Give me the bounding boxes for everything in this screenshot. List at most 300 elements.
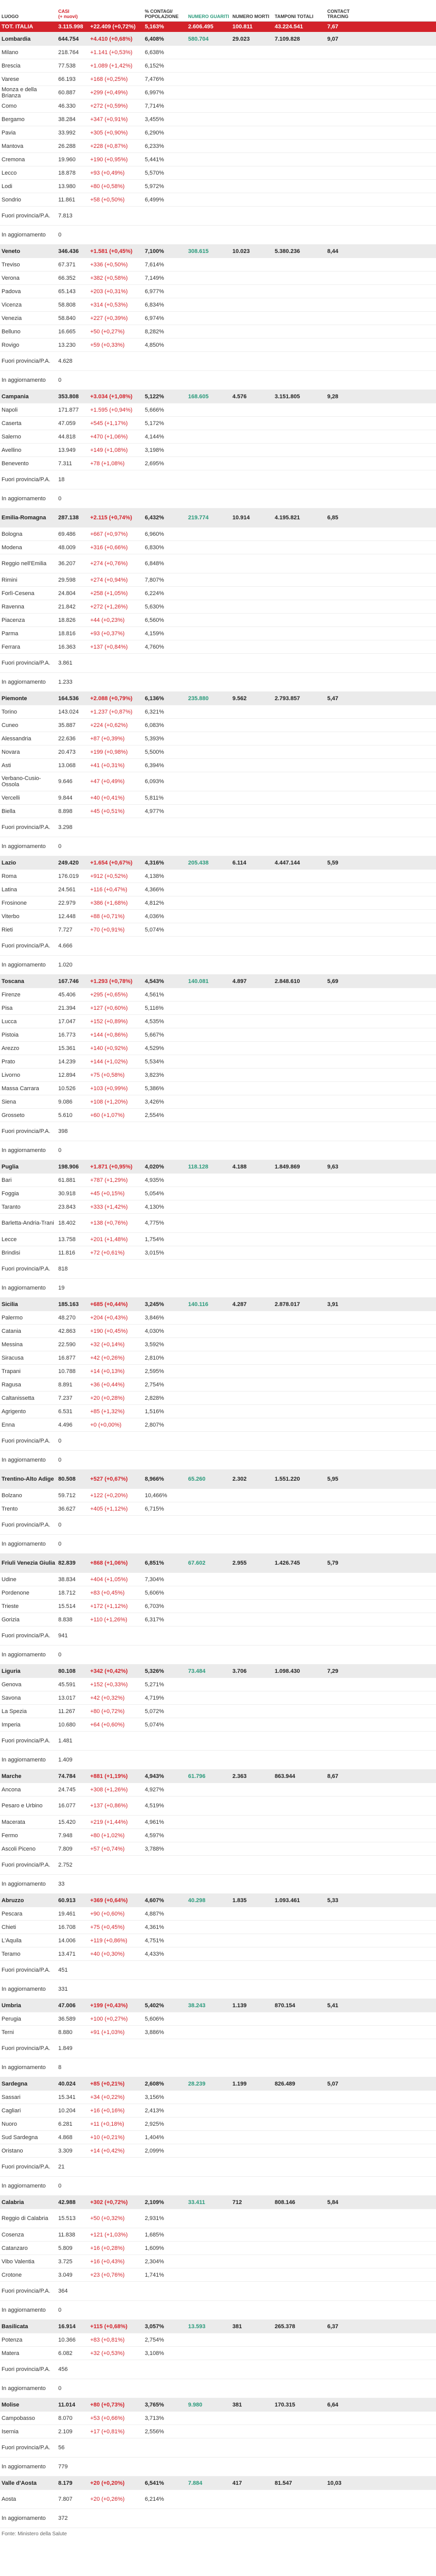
cell-deaths — [231, 352, 273, 371]
cell-deaths — [231, 759, 273, 772]
cell-spacer — [373, 1109, 436, 1122]
cell-cases-value: 29.598 — [58, 577, 76, 583]
cell-place — [0, 1856, 57, 1875]
cell-cases — [57, 1451, 89, 1470]
cell-percent-value: 6,974% — [145, 315, 164, 321]
cell-new-cases-value: +80 (+0,72%) — [90, 1708, 125, 1715]
cell-percent-value: 5,326% — [145, 1668, 164, 1674]
cell-cases-value: 65.143 — [58, 288, 76, 295]
province-row — [0, 1489, 436, 1502]
cell-cases — [57, 1535, 89, 1554]
cell-place — [0, 312, 57, 325]
cell-percent — [143, 2158, 187, 2177]
cell-cases-value: 19.960 — [58, 156, 76, 163]
cell-cured-value: 61.796 — [188, 1773, 206, 1780]
province-row — [0, 1516, 436, 1535]
cell-place — [0, 338, 57, 352]
cell-deaths — [231, 2333, 273, 2347]
cell-cases — [57, 32, 89, 46]
cell-contact-tracing — [326, 1586, 373, 1600]
cell-place-value: Milano — [2, 49, 19, 56]
cell-cases — [57, 1351, 89, 1365]
cell-new-cases — [89, 614, 143, 627]
cell-new-cases-value: +41 (+0,31%) — [90, 762, 125, 769]
cell-cases-value: 0 — [58, 1652, 62, 1658]
cell-spacer — [373, 1015, 436, 1028]
cell-percent-value: 5,441% — [145, 156, 164, 163]
cell-deaths — [231, 1187, 273, 1200]
cell-contact-tracing — [326, 1921, 373, 1934]
cell-cases-value: 48.270 — [58, 1314, 76, 1321]
cell-swabs — [273, 325, 326, 338]
cell-place-value: Chieti — [2, 1924, 16, 1930]
province-row — [0, 1365, 436, 1378]
cell-cured — [187, 1535, 231, 1554]
cell-cured — [187, 1516, 231, 1535]
cell-swabs — [273, 1875, 326, 1894]
cell-cases-value: 12.894 — [58, 1072, 76, 1078]
cell-swabs — [273, 745, 326, 759]
cell-place — [0, 2268, 57, 2282]
province-row — [0, 896, 436, 910]
cell-cured-value: 9.980 — [188, 2401, 203, 2408]
cell-swabs — [273, 1797, 326, 1816]
cell-new-cases-value: +100 (+0,27%) — [90, 2015, 128, 2022]
cell-place-value: In aggiornamento — [2, 1541, 46, 1547]
cell-new-cases — [89, 956, 143, 975]
cell-cured — [187, 1816, 231, 1829]
cell-place — [0, 1626, 57, 1646]
cell-contact-tracing — [326, 1069, 373, 1082]
cell-place — [0, 2039, 57, 2058]
cell-cases — [57, 573, 89, 587]
cell-place — [0, 1042, 57, 1055]
cell-spacer — [373, 2509, 436, 2528]
cell-contact-tracing — [326, 1875, 373, 1894]
cell-percent — [143, 417, 187, 430]
cell-place — [0, 1298, 57, 1311]
cell-place — [0, 1338, 57, 1351]
cell-swabs — [273, 1665, 326, 1678]
cell-cases-value: 16.773 — [58, 1031, 76, 1038]
cell-percent — [143, 2333, 187, 2347]
province-row — [0, 457, 436, 470]
cell-cured — [187, 1646, 231, 1665]
cell-new-cases-value: +20 (+0,28%) — [90, 1395, 125, 1401]
cell-new-cases-value: +1.089 (+1,42%) — [90, 62, 132, 69]
cell-swabs — [273, 1187, 326, 1200]
cell-percent-value: 3,823% — [145, 1072, 164, 1078]
cell-place-value: Torino — [2, 708, 17, 715]
cell-cases — [57, 1691, 89, 1705]
cell-contact-tracing — [326, 673, 373, 692]
cell-place — [0, 285, 57, 298]
cell-spacer — [373, 2320, 436, 2333]
province-row — [0, 528, 436, 541]
cell-deaths-value: 4.287 — [232, 1301, 247, 1308]
cell-swabs — [273, 1783, 326, 1797]
cell-spacer — [373, 1613, 436, 1626]
cell-percent — [143, 654, 187, 673]
cell-deaths-value: 381 — [232, 2323, 242, 2330]
cell-contact-tracing — [326, 207, 373, 226]
cell-cases — [57, 193, 89, 207]
cell-spacer — [373, 1907, 436, 1921]
cell-percent-value: 4,535% — [145, 1018, 164, 1025]
cell-place-value: Marche — [2, 1773, 22, 1780]
cell-cured — [187, 837, 231, 856]
cell-percent-value: 6,638% — [145, 49, 164, 56]
cell-percent-value: 7,807% — [145, 577, 164, 583]
cell-place — [0, 298, 57, 312]
cell-swabs — [273, 988, 326, 1002]
cell-percent — [143, 2242, 187, 2255]
cell-contact-tracing — [326, 2268, 373, 2282]
province-row — [0, 1432, 436, 1451]
cell-place — [0, 554, 57, 573]
cell-cases-value: 7.813 — [58, 213, 73, 219]
cell-place-value: Forlì-Cesena — [2, 590, 35, 597]
cell-percent — [143, 541, 187, 554]
cell-new-cases-value: +17 (+0,81%) — [90, 2428, 125, 2435]
cell-cases-value: 58.808 — [58, 301, 76, 308]
cell-swabs — [273, 856, 326, 870]
cell-spacer — [373, 99, 436, 113]
cell-swabs — [273, 509, 326, 528]
cell-percent — [143, 2077, 187, 2091]
cell-cured — [187, 2379, 231, 2398]
cell-place-value: Friuli Venezia Giulia — [2, 1560, 55, 1566]
cell-cured — [187, 1365, 231, 1378]
cell-place-value: In aggiornamento — [2, 843, 46, 850]
cell-place-value: Sardegna — [2, 2080, 28, 2087]
cell-new-cases-value: +110 (+1,26%) — [90, 1616, 127, 1623]
cell-new-cases — [89, 2158, 143, 2177]
cell-place — [0, 2379, 57, 2398]
cell-spacer — [373, 1894, 436, 1907]
cell-cases-value: 42.863 — [58, 1328, 76, 1334]
cell-percent-value: 2,304% — [145, 2258, 164, 2265]
cell-new-cases-value: +667 (+0,97%) — [90, 531, 128, 537]
cell-cases-value: 15.361 — [58, 1045, 76, 1052]
province-row — [0, 1705, 436, 1718]
cell-cured — [187, 541, 231, 554]
cell-swabs — [273, 430, 326, 444]
cell-spacer — [373, 2242, 436, 2255]
cell-cases — [57, 1233, 89, 1246]
cell-place — [0, 193, 57, 207]
cell-deaths-value: 29.023 — [232, 36, 250, 42]
cell-contact-tracing — [326, 2242, 373, 2255]
cell-swabs — [273, 910, 326, 923]
cell-percent — [143, 126, 187, 140]
province-row — [0, 371, 436, 390]
cell-percent — [143, 32, 187, 46]
cell-deaths — [231, 1002, 273, 1015]
cell-place-value: Arezzo — [2, 1045, 20, 1052]
cell-swabs — [273, 2360, 326, 2379]
cell-deaths — [231, 2255, 273, 2268]
region-row — [0, 2320, 436, 2333]
cell-deaths — [231, 285, 273, 298]
cell-cases-value: 7.807 — [58, 2496, 73, 2502]
province-row — [0, 1718, 436, 1732]
cell-place-value: Isernia — [2, 2428, 19, 2435]
cell-percent — [143, 1842, 187, 1856]
cell-cured — [187, 2360, 231, 2379]
cell-deaths — [231, 1325, 273, 1338]
cell-swabs — [273, 1705, 326, 1718]
cell-cured — [187, 870, 231, 883]
cell-percent-value: 6,960% — [145, 531, 164, 537]
cell-cases-value: 9.086 — [58, 1098, 73, 1105]
province-row — [0, 417, 436, 430]
cell-cases-value: 198.906 — [58, 1163, 79, 1170]
cell-deaths — [231, 22, 273, 32]
cell-percent-value: 3,713% — [145, 2415, 164, 2421]
cell-new-cases-value: +20 (+0,26%) — [90, 2496, 125, 2502]
cell-place-value: Reggio di Calabria — [2, 2215, 48, 2222]
cell-cases — [57, 1174, 89, 1187]
cell-percent — [143, 1921, 187, 1934]
cell-cases — [57, 2347, 89, 2360]
cell-place — [0, 1002, 57, 1015]
cell-cases-value: 16.708 — [58, 1924, 76, 1930]
cell-spacer — [373, 2438, 436, 2458]
cell-place — [0, 1921, 57, 1934]
cell-cases — [57, 285, 89, 298]
cell-new-cases-value: +342 (+0,42%) — [90, 1668, 128, 1674]
cell-percent — [143, 1646, 187, 1665]
cell-place-value: Lazio — [2, 859, 16, 866]
cell-cured — [187, 312, 231, 325]
cell-percent-value: 4,366% — [145, 886, 164, 893]
cell-swabs — [273, 1751, 326, 1770]
cell-contact-tracing — [326, 1351, 373, 1365]
cell-contact-tracing — [326, 1378, 373, 1392]
cell-cases-value: 18.402 — [58, 1220, 76, 1226]
cell-cases-value: 21 — [58, 2164, 65, 2170]
cell-new-cases-value: +224 (+0,62%) — [90, 722, 128, 728]
cell-new-cases-value: +75 (+0,45%) — [90, 1924, 125, 1930]
cell-contact-tracing — [326, 2144, 373, 2158]
cell-percent — [143, 956, 187, 975]
cell-contact-tracing-value: 8,67 — [327, 1773, 339, 1780]
cell-cases — [57, 371, 89, 390]
cell-contact-tracing — [326, 153, 373, 166]
cell-place — [0, 2360, 57, 2379]
cell-swabs — [273, 1122, 326, 1141]
cell-spacer — [373, 1233, 436, 1246]
cell-contact-tracing — [326, 113, 373, 126]
cell-cases — [57, 772, 89, 791]
region-row — [0, 1770, 436, 1783]
cell-new-cases — [89, 1141, 143, 1160]
cell-cured — [187, 1055, 231, 1069]
cell-deaths-value: 381 — [232, 2401, 242, 2408]
cell-contact-tracing — [326, 1002, 373, 1015]
cell-cases-value: 13.230 — [58, 342, 76, 348]
cell-spacer — [373, 2282, 436, 2301]
cell-swabs — [273, 837, 326, 856]
cell-percent-value: 4,130% — [145, 1204, 164, 1210]
cell-new-cases — [89, 1613, 143, 1626]
cell-cases — [57, 1751, 89, 1770]
cell-cases-value: 44.818 — [58, 433, 76, 440]
cell-place — [0, 22, 57, 32]
cell-place-value: Vercelli — [2, 794, 20, 801]
cell-percent-value: 1,741% — [145, 2272, 164, 2278]
cell-spacer — [373, 1875, 436, 1894]
cell-place-value: Sud Sardegna — [2, 2134, 38, 2141]
province-row — [0, 1691, 436, 1705]
cell-deaths — [231, 1174, 273, 1187]
cell-cured — [187, 554, 231, 573]
cell-new-cases-value: +40 (+0,30%) — [90, 1951, 125, 1957]
cell-cured — [187, 371, 231, 390]
cell-cured — [187, 1279, 231, 1298]
cell-cases-value: 0 — [58, 2183, 62, 2189]
cell-cases — [57, 2490, 89, 2509]
cell-contact-tracing-value: 5,95 — [327, 1476, 339, 1482]
cell-place-value: Rovigo — [2, 342, 20, 348]
cell-new-cases — [89, 1586, 143, 1600]
cell-spacer — [373, 1718, 436, 1732]
cell-place-value: Fuori provincia/P.A. — [2, 213, 51, 219]
province-row — [0, 1856, 436, 1875]
cell-spacer — [373, 1246, 436, 1260]
cell-deaths — [231, 573, 273, 587]
cell-swabs-value: 2.848.610 — [275, 978, 300, 985]
cell-spacer — [373, 1451, 436, 1470]
cell-cases — [57, 1516, 89, 1535]
cell-contact-tracing — [326, 2320, 373, 2333]
cell-new-cases — [89, 2196, 143, 2209]
cell-contact-tracing-value: 5,33 — [327, 1897, 339, 1904]
cell-percent-value: 6,560% — [145, 617, 164, 623]
cell-contact-tracing — [326, 1187, 373, 1200]
cell-place-value: Trieste — [2, 1603, 19, 1609]
cell-cured — [187, 126, 231, 140]
province-row — [0, 272, 436, 285]
cell-deaths-value: 712 — [232, 2199, 242, 2206]
cell-deaths — [231, 1260, 273, 1279]
province-row — [0, 2242, 436, 2255]
cell-cases — [57, 46, 89, 59]
cell-cases-value: 364 — [58, 2288, 68, 2294]
province-row — [0, 1260, 436, 1279]
cell-spacer — [373, 140, 436, 153]
cell-deaths — [231, 371, 273, 390]
cell-swabs-value: 1.098.430 — [275, 1668, 300, 1674]
cell-place — [0, 86, 57, 99]
cell-percent — [143, 1405, 187, 1418]
cell-swabs — [273, 1028, 326, 1042]
cell-cases-value: 77.538 — [58, 62, 76, 69]
cell-percent — [143, 430, 187, 444]
cell-deaths — [231, 2477, 273, 2490]
cell-percent — [143, 2012, 187, 2026]
cell-swabs — [273, 2282, 326, 2301]
cell-swabs — [273, 1141, 326, 1160]
cell-place — [0, 2458, 57, 2477]
cell-place-value: Calabria — [2, 2199, 24, 2206]
cell-place-value: Padova — [2, 288, 21, 295]
cell-contact-tracing — [326, 654, 373, 673]
cell-cases-value: 16.665 — [58, 328, 76, 335]
cell-place — [0, 805, 57, 818]
cell-contact-tracing — [326, 86, 373, 99]
cell-cured — [187, 2012, 231, 2026]
cell-deaths — [231, 1665, 273, 1678]
cell-cases-value: 818 — [58, 1266, 68, 1272]
cell-cases — [57, 2425, 89, 2438]
cell-cases — [57, 2379, 89, 2398]
cell-spacer — [373, 1214, 436, 1233]
cell-deaths — [231, 2490, 273, 2509]
cell-deaths-value: 1.139 — [232, 2002, 247, 2009]
cell-new-cases-value: +144 (+0,86%) — [90, 1031, 128, 1038]
cell-new-cases — [89, 59, 143, 73]
cell-place-value: Puglia — [2, 1163, 19, 1170]
province-row — [0, 732, 436, 745]
cell-cases-value: 59.712 — [58, 1492, 76, 1499]
cell-deaths — [231, 772, 273, 791]
cell-deaths — [231, 1122, 273, 1141]
cell-deaths — [231, 1489, 273, 1502]
cell-deaths — [231, 2398, 273, 2412]
cell-cases-value: 38.284 — [58, 116, 76, 123]
cell-new-cases — [89, 226, 143, 245]
cell-cases-value: 35.887 — [58, 722, 76, 728]
cell-swabs — [273, 86, 326, 99]
cell-swabs-value: 265.378 — [275, 2323, 295, 2330]
cell-percent — [143, 1934, 187, 1947]
cell-cases — [57, 2255, 89, 2268]
cell-deaths — [231, 1351, 273, 1365]
cell-percent-value: 3,886% — [145, 2029, 164, 2036]
cell-cured — [187, 719, 231, 732]
cell-spacer — [373, 298, 436, 312]
cell-place-value: Fuori provincia/P.A. — [2, 2288, 51, 2294]
cell-place-value: Fuori provincia/P.A. — [2, 1862, 51, 1868]
cell-deaths — [231, 2282, 273, 2301]
cell-contact-tracing — [326, 32, 373, 46]
cell-deaths — [231, 705, 273, 719]
cell-new-cases — [89, 1174, 143, 1187]
cell-cases — [57, 1311, 89, 1325]
cell-percent — [143, 2360, 187, 2379]
cell-place — [0, 1646, 57, 1665]
cell-percent-value: 2,109% — [145, 2199, 164, 2206]
cell-cured-value: 219.774 — [188, 515, 209, 521]
cell-cured — [187, 1489, 231, 1502]
cell-contact-tracing — [326, 896, 373, 910]
cell-contact-tracing — [326, 837, 373, 856]
cell-swabs — [273, 193, 326, 207]
cell-cured — [187, 2196, 231, 2209]
cell-contact-tracing — [326, 59, 373, 73]
cell-cases-value: 14.006 — [58, 1937, 76, 1944]
province-row — [0, 2058, 436, 2077]
cell-cured — [187, 654, 231, 673]
cell-new-cases — [89, 988, 143, 1002]
cell-contact-tracing — [326, 1646, 373, 1665]
cell-place-value: Benevento — [2, 460, 29, 467]
province-row — [0, 1028, 436, 1042]
cell-deaths — [231, 1069, 273, 1082]
cell-contact-tracing — [326, 22, 373, 32]
